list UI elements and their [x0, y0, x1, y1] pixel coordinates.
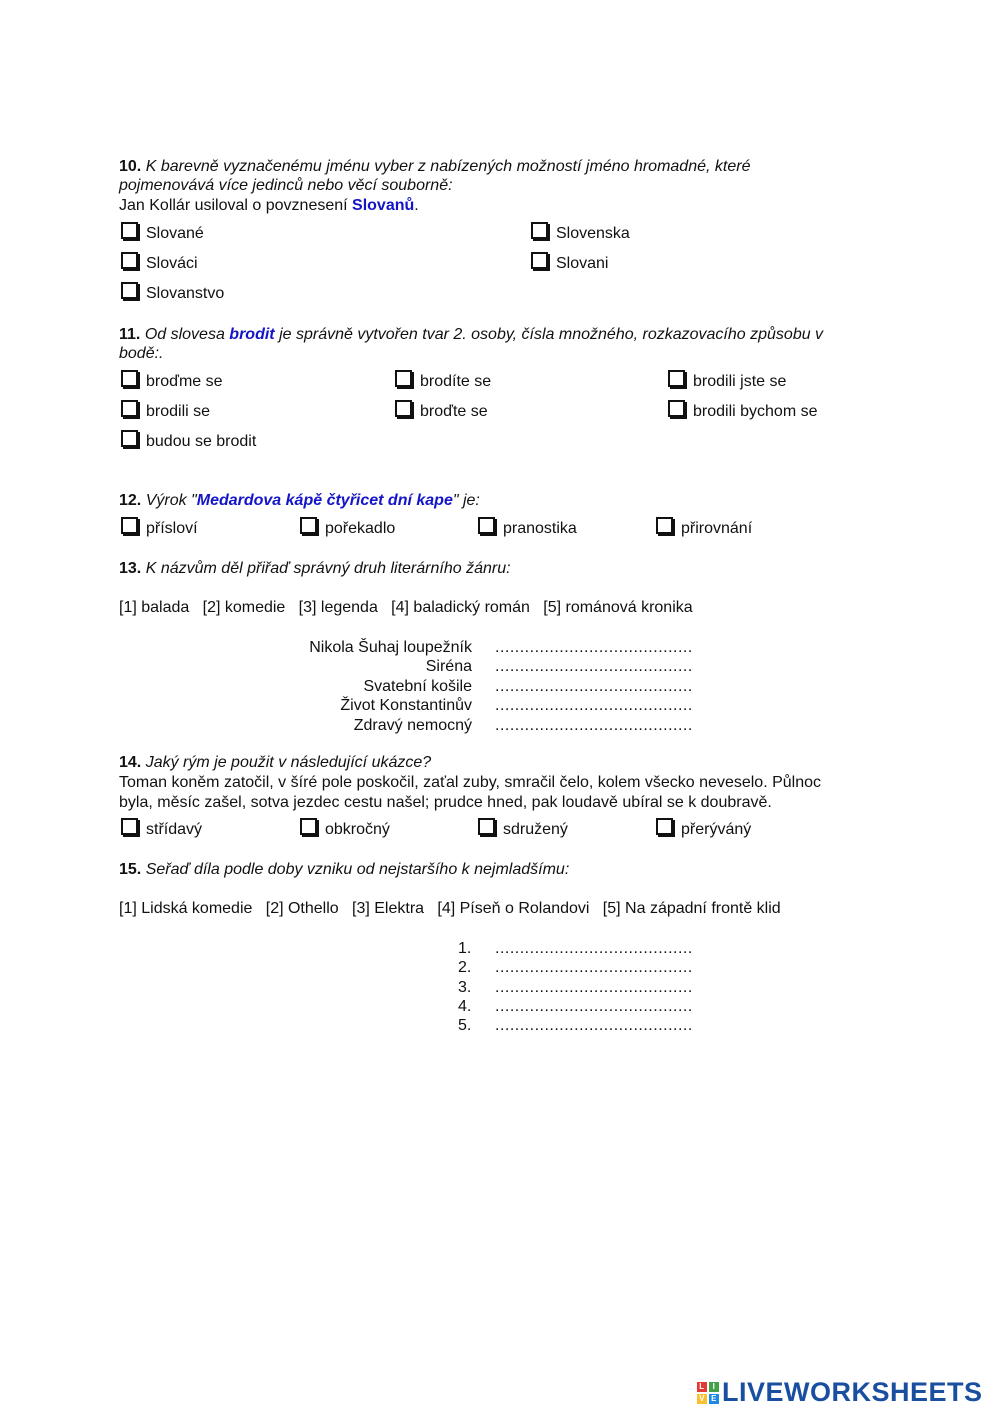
q14-prompt: 14. Jaký rým je použit v následující ukázce? [119, 754, 432, 771]
q14-option[interactable]: obkročný [300, 820, 390, 839]
q13-answer-blank[interactable]: ........................................ [495, 658, 693, 675]
q14-number: 14. [119, 754, 142, 771]
q11-option[interactable]: brodíte se [395, 372, 491, 391]
q15-works-list: [1] Lidská komedie [2] Othello [3] Elektra [4] Píseň o Rolandovi [5] Na západní frontě klid [119, 900, 781, 917]
q15-rank-label: 3. [458, 979, 472, 996]
checkbox[interactable] [121, 400, 138, 417]
q10-prompt-line2: pojmenovává více jedinců nebo věcí souborně: [119, 177, 453, 194]
q14-excerpt-line2: byla, měsíc zašel, sotva jezdec cestu našel; prudce hned, pak loudavě ubíral se k doubravě. [119, 794, 772, 811]
q13-prompt: 13. K názvům děl přiřaď správný druh literárního žánru: [119, 560, 511, 577]
checkbox[interactable] [478, 517, 495, 534]
q14-option[interactable]: přerýváný [656, 820, 751, 839]
q13-answer-blank[interactable]: ........................................ [495, 717, 693, 734]
q12-number: 12. [119, 492, 142, 509]
logo-tile: E [709, 1394, 719, 1404]
checkbox[interactable] [121, 252, 138, 269]
logo-text: LIVEWORKSHEETS [722, 1377, 983, 1407]
q14-excerpt-line1: Toman koněm zatočil, v šíré pole poskočil, zaťal zuby, smračil čelo, kolem všecko neveselo. Půlnoc [119, 774, 822, 791]
q13-number: 13. [119, 560, 142, 577]
q15-rank-label: 5. [458, 1017, 472, 1034]
q11-option[interactable]: broďte se [395, 402, 488, 421]
q13-answer-blank[interactable]: ........................................ [495, 697, 693, 714]
q14-option[interactable]: střídavý [121, 820, 202, 839]
q10-option[interactable]: Slovani [531, 254, 608, 273]
checkbox[interactable] [668, 370, 685, 387]
checkbox[interactable] [121, 818, 138, 835]
q10-option[interactable]: Slováci [121, 254, 198, 273]
q11-prompt-line2: bodě:. [119, 345, 164, 362]
q15-answer-blank[interactable]: ........................................ [495, 979, 693, 996]
checkbox[interactable] [300, 517, 317, 534]
q10-sentence: Jan Kollár usiloval o povznesení Slovanů. [119, 197, 419, 214]
q11-option[interactable]: brodili se [121, 402, 210, 421]
logo-tile: V [697, 1394, 707, 1404]
q12-option[interactable]: pořekadlo [300, 519, 395, 538]
checkbox[interactable] [395, 370, 412, 387]
checkbox[interactable] [121, 282, 138, 299]
q11-option[interactable]: broďme se [121, 372, 223, 391]
q15-answer-blank[interactable]: ........................................ [495, 1017, 693, 1034]
q15-answer-blank[interactable]: ........................................ [495, 998, 693, 1015]
q14-option[interactable]: sdružený [478, 820, 568, 839]
checkbox[interactable] [668, 400, 685, 417]
checkbox[interactable] [478, 818, 495, 835]
q13-answer-blank[interactable]: ........................................ [495, 639, 693, 656]
checkbox[interactable] [121, 222, 138, 239]
q13-work-label: Svatební košile [363, 678, 472, 695]
q13-work-label: Zdravý nemocný [353, 717, 472, 734]
q10-prompt-line1: 10. K barevně vyznačenému jménu vyber z nabízených možností jméno hromadné, které [119, 158, 751, 175]
q15-number: 15. [119, 861, 142, 878]
q15-rank-label: 2. [458, 959, 472, 976]
q12-option[interactable]: pranostika [478, 519, 577, 538]
checkbox[interactable] [395, 400, 412, 417]
checkbox[interactable] [121, 430, 138, 447]
q12-highlight-quote: Medardova kápě čtyřicet dní kape [196, 492, 453, 509]
q10-option[interactable]: Slovanstvo [121, 284, 224, 303]
logo-icon [697, 1382, 719, 1404]
q12-option[interactable]: přirovnání [656, 519, 752, 538]
q10-number: 10. [119, 158, 142, 175]
checkbox[interactable] [531, 252, 548, 269]
q13-genre-list: [1] balada [2] komedie [3] legenda [4] baladický román [5] románová kronika [119, 599, 693, 616]
liveworksheets-logo [697, 1377, 983, 1408]
q11-option[interactable]: brodili jste se [668, 372, 786, 391]
q10-highlight-word: Slovanů [352, 197, 415, 214]
q11-option[interactable]: budou se brodit [121, 432, 256, 451]
q11-option[interactable]: brodili bychom se [668, 402, 818, 421]
logo-tile: L [697, 1382, 707, 1392]
checkbox[interactable] [121, 370, 138, 387]
q11-highlight-word: brodit [229, 326, 275, 343]
q15-rank-label: 1. [458, 940, 472, 957]
checkbox[interactable] [656, 517, 673, 534]
q10-option[interactable]: Slované [121, 224, 204, 243]
q12-prompt: 12. Výrok "Medardova kápě čtyřicet dní kape" je: [119, 492, 480, 509]
checkbox[interactable] [656, 818, 673, 835]
q15-prompt: 15. Seřaď díla podle doby vzniku od nejstaršího k nejmladšímu: [119, 861, 570, 878]
q13-work-label: Siréna [425, 658, 472, 675]
q10-option[interactable]: Slovenska [531, 224, 630, 243]
checkbox[interactable] [531, 222, 548, 239]
q15-rank-label: 4. [458, 998, 472, 1015]
q12-option[interactable]: přísloví [121, 519, 198, 538]
q11-number: 11. [119, 326, 141, 343]
logo-tile: I [709, 1382, 719, 1392]
q13-answer-blank[interactable]: ........................................ [495, 678, 693, 695]
checkbox[interactable] [300, 818, 317, 835]
q11-prompt-line1: 11. Od slovesa brodit je správně vytvořen tvar 2. osoby, čísla množného, rozkazovacího způsobu v [119, 326, 824, 343]
q13-work-label: Život Konstantinův [340, 697, 472, 714]
q15-answer-blank[interactable]: ........................................ [495, 959, 693, 976]
checkbox[interactable] [121, 517, 138, 534]
q15-answer-blank[interactable]: ........................................ [495, 940, 693, 957]
q13-work-label: Nikola Šuhaj loupežník [309, 639, 472, 656]
